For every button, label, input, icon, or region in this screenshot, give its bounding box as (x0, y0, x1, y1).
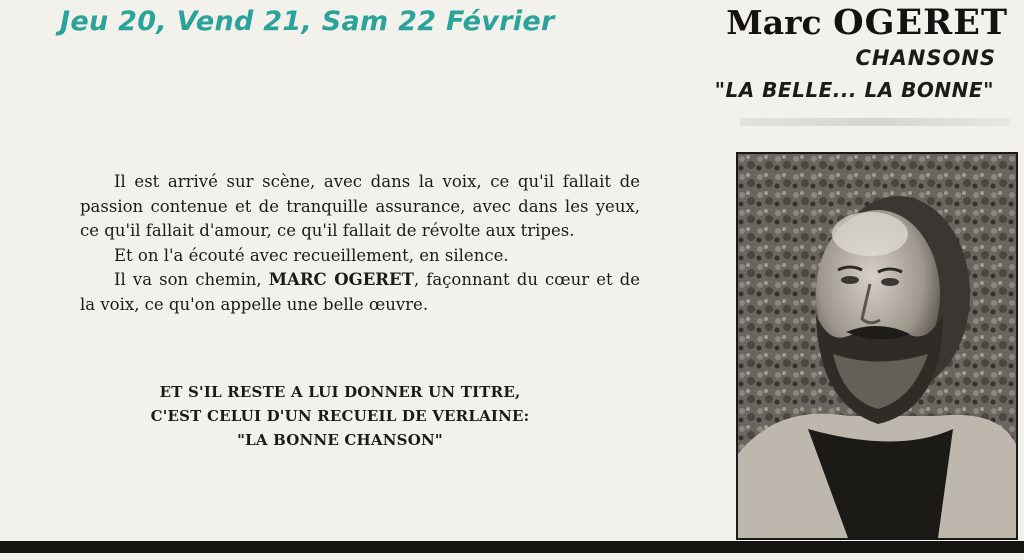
artist-photo (736, 152, 1018, 540)
article-paragraph: Et on l'a écouté avec recueillement, en silence. (114, 245, 509, 265)
closing-statement (80, 380, 600, 452)
closing-line: "LA BONNE CHANSON" (237, 431, 443, 449)
footer-rule (0, 541, 1024, 553)
artist-last-name: OGERET (833, 2, 1008, 43)
show-title: "LA BELLE... LA BONNE" (714, 78, 994, 102)
artist-first-name: Marc (726, 3, 822, 42)
event-dates: Jeu 20, Vend 21, Sam 22 Février (60, 6, 555, 37)
closing-line: C'EST CELUI D'UN RECUEIL DE VERLAINE: (150, 407, 530, 425)
article-body (80, 170, 640, 317)
portrait-illustration (738, 154, 1016, 538)
faded-print-band (740, 118, 1010, 126)
article-text: , façonnant du cœur et de la voix, ce qu'on appelle une belle œuvre. (80, 270, 641, 314)
artist-name-inline: MARC OGERET (268, 270, 414, 289)
artist-name (726, 2, 1008, 43)
article-paragraph (80, 268, 640, 317)
genre-label: CHANSONS (855, 46, 996, 70)
article-paragraph: Il est arrivé sur scène, avec dans la voix, ce qu'il fallait de passion contenue et de tranquille assurance, avec dans les yeux, ce qu'il fallait d'amour, ce qu'il fallait de révolte aux tripes. (80, 172, 640, 240)
closing-line: ET S'IL RESTE A LUI DONNER UN TITRE, (159, 383, 521, 401)
article-text: Il va son chemin, (114, 270, 269, 289)
